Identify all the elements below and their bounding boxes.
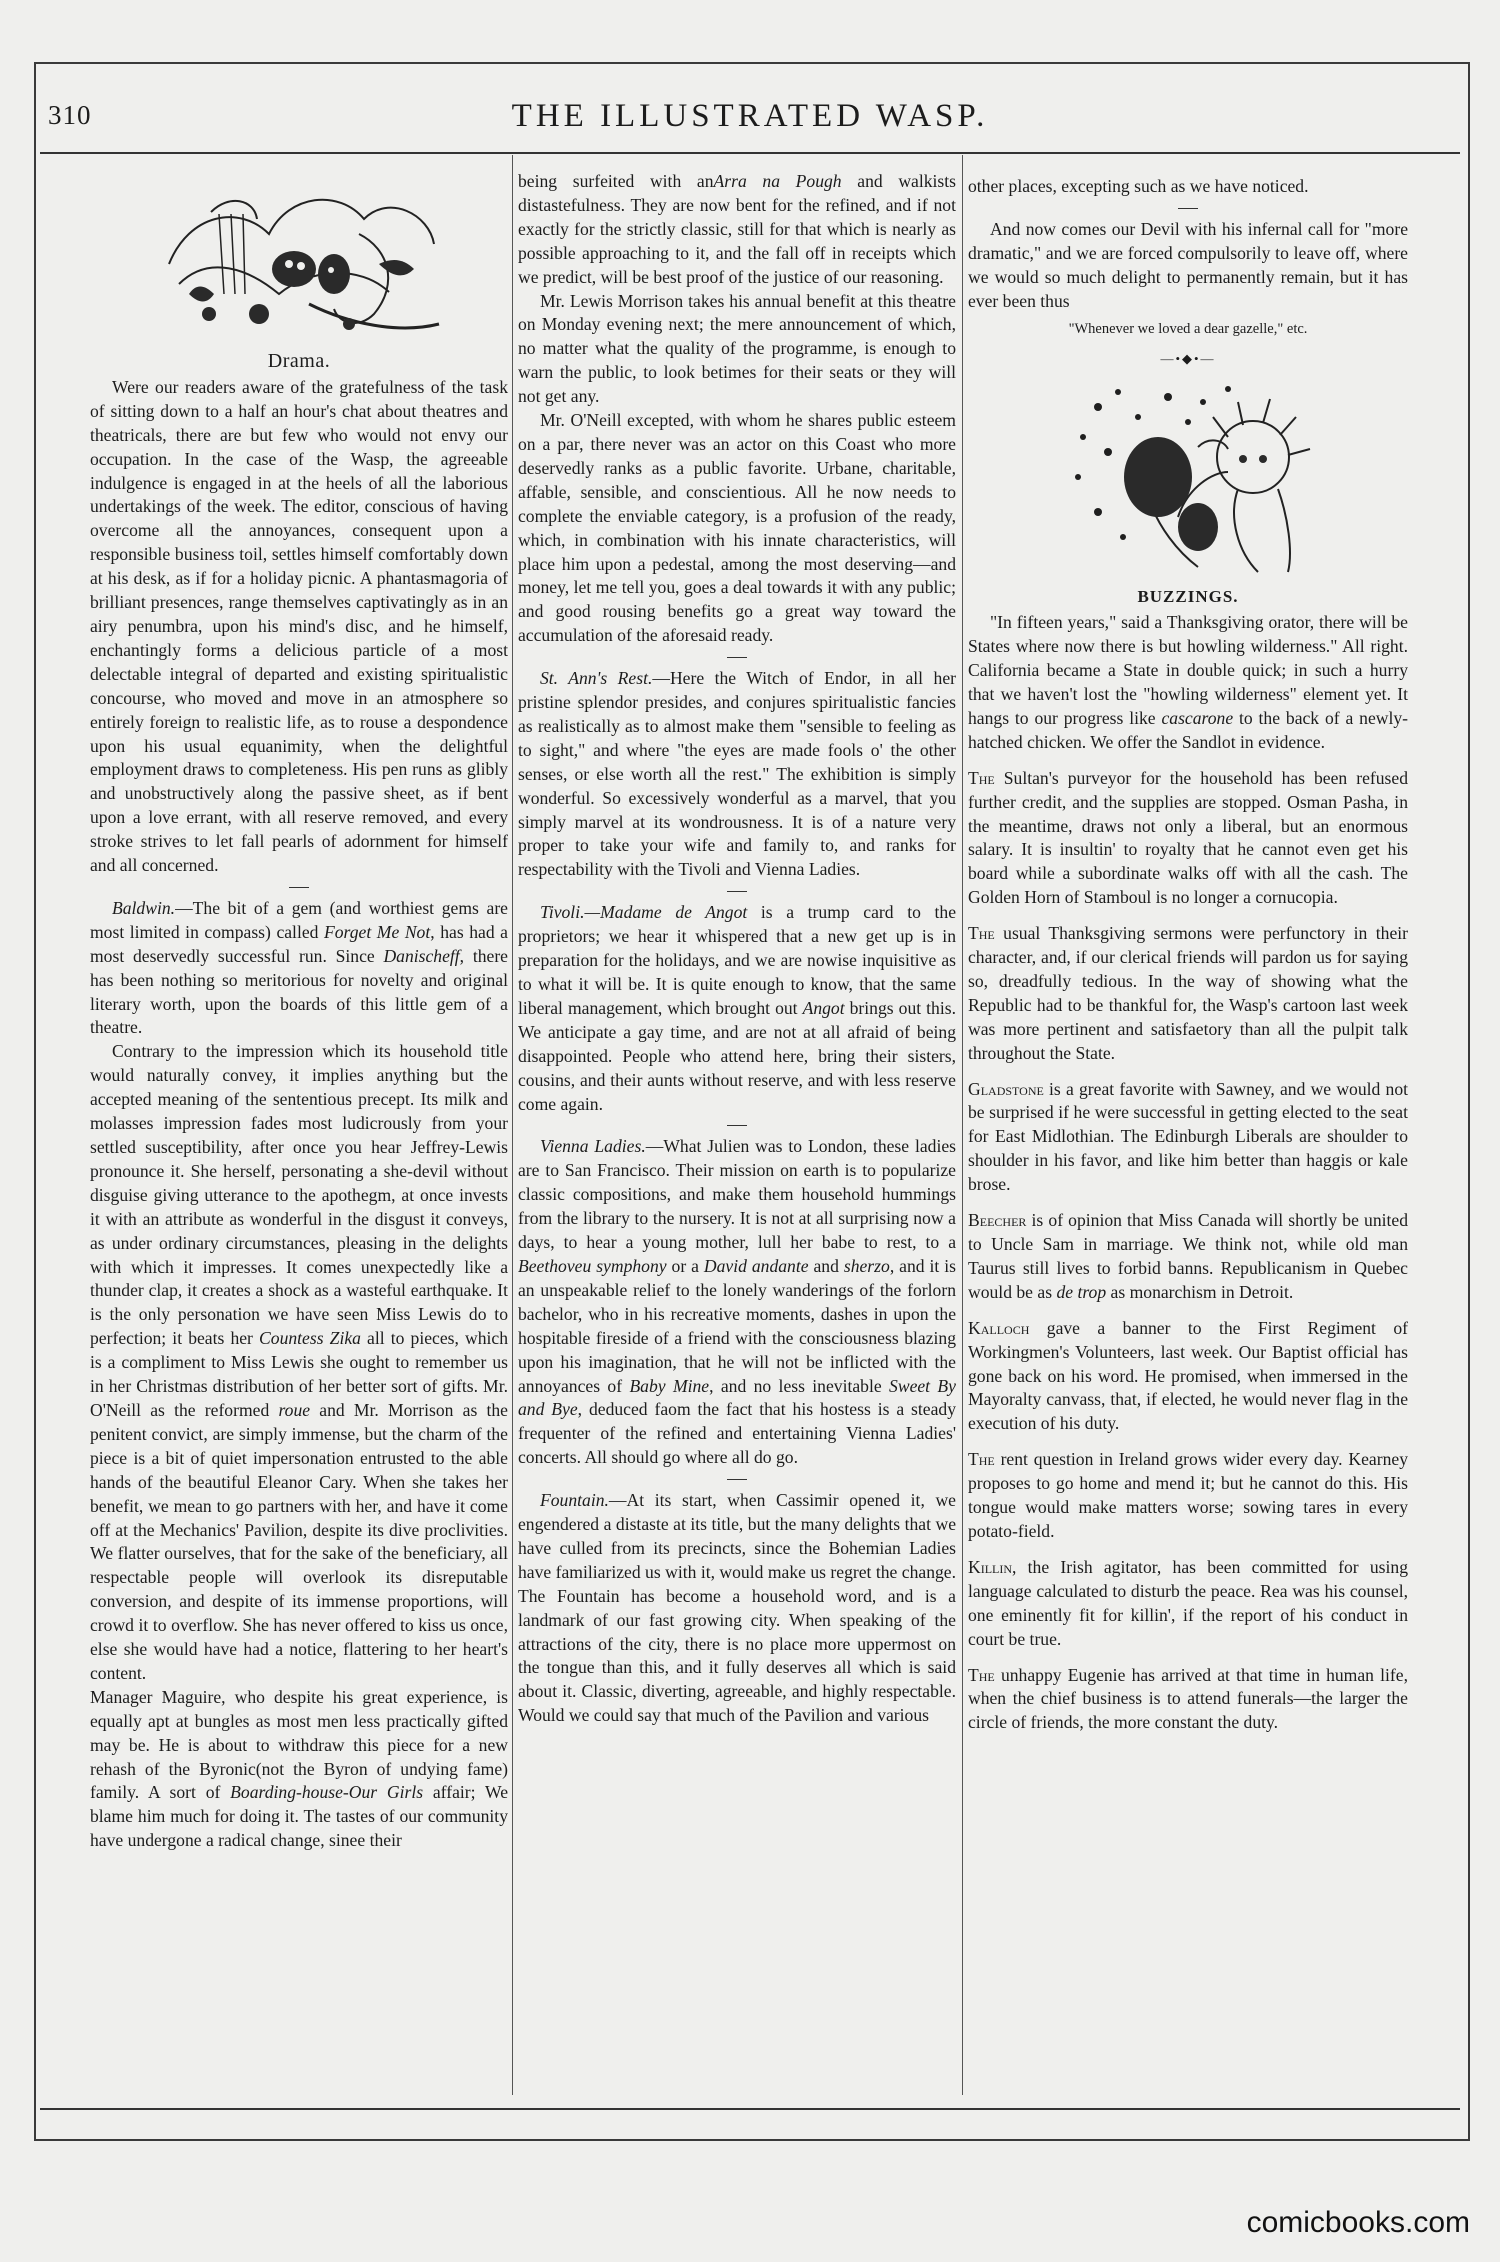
oneill-paragraph: Mr. O'Neill excepted, with whom he shares public esteem on a par, there never was an actor on this Coast who more deservedly ranks as a public favorite. Urbane, charitable, affable, sensible, and conscientious. All he now needs to complete the enviable category, is a profusion of the ready, which, in combination with his innate characteristics, will place him upon a pedestal, among the most deserving—and money, let me tell you, goes a deal towards it with any public; and good rousing benefits go a great way toward the accumulation of the aforesaid ready. (518, 410, 956, 646)
contrary-paragraph: Contrary to the impression which its household title would naturally convey, it implies anything but the accepted meaning of the sententious precept. Its milk and molasses impression fades most ludicrously from your settled susceptibility, after once you hear Jeffrey-Lewis pronounce it. She herself, personating a she-devil without disguise giving utterance to the apothegm, at once invests it with an attribute as wonderful in the disgust it conveys, as under ordinary circumstances, pleasing in the delights with which it impresses. It comes unexpectedly like a thunder clap, it creates a shock as a wasteful earthquake. It is the only personation we have seen Miss Lewis do to perfection; it beats her Countess Zika all to pieces, which is a compliment to Miss Lewis she ought to remember us in her Christmas distribution of her better sort of gifts. Mr. O'Neill as the reformed roue and Mr. Morrison as the penitent convict, are simply immense, but the charm of the piece is a bit of quiet impersonation entrusted to the able hands of the beautiful Eleanor Cary. When she takes her benefit, we mean to go partners with her, and have it come off at the Mechanics' Pavilion, despite its dive proclivities. We flatter ourselves, that for the sake of the beneficiary, all respectable people will overlook its disreputable conversion, and despite of its immense proportions, will crowd it to overflow. She has never offered to kiss us once, else she would have had a notice, flattering to her heart's content. (90, 1041, 508, 1683)
column-2 (518, 170, 956, 1728)
continued-paragraph: being surfeited with anArra na Pough and walkists distastefulness. They are now bent for the refined, and if not exactly for the strictly classic, still for that which is nearly as possible approaching to it, and the fall off in receipts which we predict, will be best proof of the justice of our reasoning. (518, 171, 957, 287)
section-separator (1178, 208, 1198, 209)
ornament-divider: —•◆•— (1160, 351, 1216, 367)
section-separator (727, 1125, 747, 1126)
watermark: comicbooks.com (1246, 2206, 1470, 2239)
devil-paragraph: And now comes our Devil with his infernal call for "more dramatic," and we are forced compulsorily to leave off, where we would so much delight to permanently remain, but it has ever been thus (968, 218, 1408, 311)
buzzing-1: "In fifteen years," said a Thanksgiving orator, there will be States where now there is but howling wilderness." All right. California became a State in double quick; in such a hurry that we haven't lost the "howling wilderness" element yet. It hangs to our progress like cascarone to the back of a newly-hatched chicken. We offer the Sandlot in evidence. (968, 612, 1409, 752)
buzzing-5: Beecher is of opinion that Miss Canada will shortly be united to Uncle Sam in marriage. We think not, while old man Taurus still lives to forbid banns. Republicanism in Quebec would be as de trop as monarchism in Detroit. (968, 1210, 1408, 1302)
fountain-paragraph: Fountain.—At its start, when Cassimir opened it, we engendered a distaste at its title, but the many delights that we have culled from its precincts, since the Bohemian Ladies have familiarized us with it, would make us regret the change. The Fountain has become a household word, and is a landmark of our fast growing city. When speaking of the attractions of the city, there is no place more uppermost on the tongue than this, and it fully deserves all which is said about it. Classic, diverting, agreeable, and highly respectable. Would we could say that much of the Pavilion and various (518, 1490, 956, 1726)
drama-ornament-illustration (149, 174, 449, 344)
buzzings-heading: BUZZINGS. (1137, 587, 1239, 607)
column-divider-2 (962, 155, 963, 2095)
page-number: 310 (48, 100, 92, 130)
maguire-paragraph: Manager Maguire, who despite his great experience, is equally apt at bungles as most men less practically gifted may be. He is about to withdraw this piece for a new rehash of the Byronic(not the Byron of undying fame) family. A sort of Boarding-house-Our Girls affair; We blame him much for doing it. The tastes of our community have undergone a radical change, sinee their (90, 1686, 509, 1851)
vienna-paragraph: Vienna Ladies.—What Julien was to London, these ladies are to San Francisco. Their mission on earth is to popularize classic compositions, and make them household hummings from the library to the nursery. It is not at all surprising now a days, to hear a young mother, lull her babe to rest, to a Beethoveu symphony or a David andante and sherzo, and it is an unspeakable relief to the lonely wanderings of the forlorn bachelor, who in his recreative moments, dashes in upon the hospitable fireside of a friend with the consciousness blazing upon his imagination, that he will not be inflicted with the annoyances of Baby Mine, and no less inevitable Sweet By and Bye, deduced faom the fact that his hostess is a steady frequenter of the refined and entertaining Vienna Ladies' concerts. All should go where all do go. (518, 1136, 956, 1468)
buzzing-8: Killin, the Irish agitator, has been committed for using language calculated to disturb the peace. Rea was his counsel, one eminently fit for killin', if the report of his conduct in court be true. (968, 1556, 1408, 1649)
section-separator (727, 1479, 747, 1480)
buzzing-3: The usual Thanksgiving sermons were perfunctory in their character, and, if our clerical friends will pardon us for saying so, dreadfully tedious. In the way of showing what the Republic had to be thankful for, the Wasp's cartoon last week was more pertinent and satisfaetory than all the pulpit talk throughout the State. (968, 923, 1408, 1063)
buzzing-7: The rent question in Ireland grows wider every day. Kearney proposes to go home and mend it; but he cannot do this. His tongue would make matters worse; sowing tares in every potato-field. (968, 1449, 1408, 1541)
buzzing-9: The unhappy Eugenie has arrived at that time in human life, when the chief business is to attend funerals—the larger the circle of friends, the more constant the duty. (968, 1664, 1408, 1733)
column-divider-1 (512, 155, 513, 2095)
st-anns-paragraph: St. Ann's Rest.—Here the Witch of Endor, in all her pristine splendor presides, and conjures spiritualistic fancies as realistically as to almost make them "sensible to feeling as to sight," and where "the eyes are made fools o' the other senses, or else worth all the rest." The exhibition is simply wonderful. So excessively wonderful as a marvel, that you simply marvel at its wondrousness. It is of a nature very proper to take your wife and family to, and ranks for respectability with the Tivoli and Vienna Ladies. (518, 668, 956, 880)
section-separator (727, 891, 747, 892)
buzzing-6: Kalloch gave a banner to the First Regiment of Workingmen's Volunteers, last week. Our Baptist official has gone back on his word. He promised, when immersed in the Mayoralty canvass, that, if elected, he would never flag in the execution of his duty. (968, 1317, 1408, 1434)
buzzings-bee-illustration (1038, 377, 1338, 577)
buzzing-4: Gladstone is a great favorite with Sawney, and we would not be surprised if he were successful in getting elected to the seat for East Midlothian. The Edinburgh Liberals are shoulder to shoulder in his favor, and like him better than haggis or kale brose. (968, 1078, 1408, 1195)
column-1 (90, 170, 508, 1853)
section-separator (727, 657, 747, 658)
bottom-rule (40, 2108, 1460, 2110)
masthead-title: THE ILLUSTRATED WASP. (511, 98, 989, 134)
column-3 (968, 175, 1408, 1735)
morrison-paragraph: Mr. Lewis Morrison takes his annual benefit at this theatre on Monday evening next; the mere announcement of which, no matter what the quality of the programme, is enough to warn the public, to look betimes for their seats or they will not get any. (518, 290, 956, 407)
baldwin-paragraph: Baldwin.—The bit of a gem (and worthiest gems are most limited in compass) called Forget Me Not, has had a most deservedly successful run. Since Danischeff, there has been nothing so meritorious for novelty and original literary worth, upon the boards of this little gem of a theatre. (90, 897, 508, 1038)
drama-intro: Were our readers aware of the gratefulness of the task of sitting down to a half an hour's chat about theatres and theatricals, there are but few who would not envy our occupation. In the case of the Wasp, the agreeable indulgence is engaged in at the heels of all the laborious undertakings of the week. The editor, conscious of having overcome all the annoyances, consequent upon a responsible business toil, settles himself comfortably down at his desk, as if for a holiday picnic. A phantasmagoria of brilliant presences, range themselves captivatingly as in an airy penumbra, upon his mind's disc, and he himself, enchantingly forms a delicious particle of a most delectable integral of departed and existing spiritualistic concourse, who moved and move in an atmosphere so entirely foreign to realistic life, as to rouse a despondence upon his usual equanimity, when the delightful employment draws to completeness. His pen runs as glibly and unobstructively along the passive sheet, as if bent upon a love errant, with all reserve removed, and every stroke strives to let fall pearls of adornment for himself and all concerned. (90, 376, 508, 876)
masthead-rule (40, 152, 1460, 154)
tivoli-paragraph: Tivoli.—Madame de Angot is a trump card to the proprietors; we hear it whispered that a new get up is in preparation for the holidays, and we are nowise inquisitive as to what it will be. It is quite enough to know, that the same liberal management, which brought out Angot brings out this. We anticipate a gay time, and are not at all afraid of being disappointed. People who attend here, bring their sisters, cousins, and their aunts without reserve, and with less reserve come again. (518, 902, 957, 1114)
gazelle-quote: "Whenever we loved a dear gazelle," etc. (1068, 320, 1308, 337)
buzzing-2: The Sultan's purveyor for the household has been refused further credit, and the supplies are stopped. Osman Pasha, in the meantime, draws not only a liberal, but an enormous salary. It is insultin' to royalty that he cannot even get his board while a subordinate walks off with all the cash. The Golden Horn of Stamboul is no longer a cornucopia. (968, 767, 1408, 908)
masthead (40, 98, 1460, 148)
section-separator (289, 887, 309, 888)
continued-paragraph: other places, excepting such as we have noticed. (968, 176, 1309, 196)
drama-heading: Drama. (267, 350, 331, 372)
